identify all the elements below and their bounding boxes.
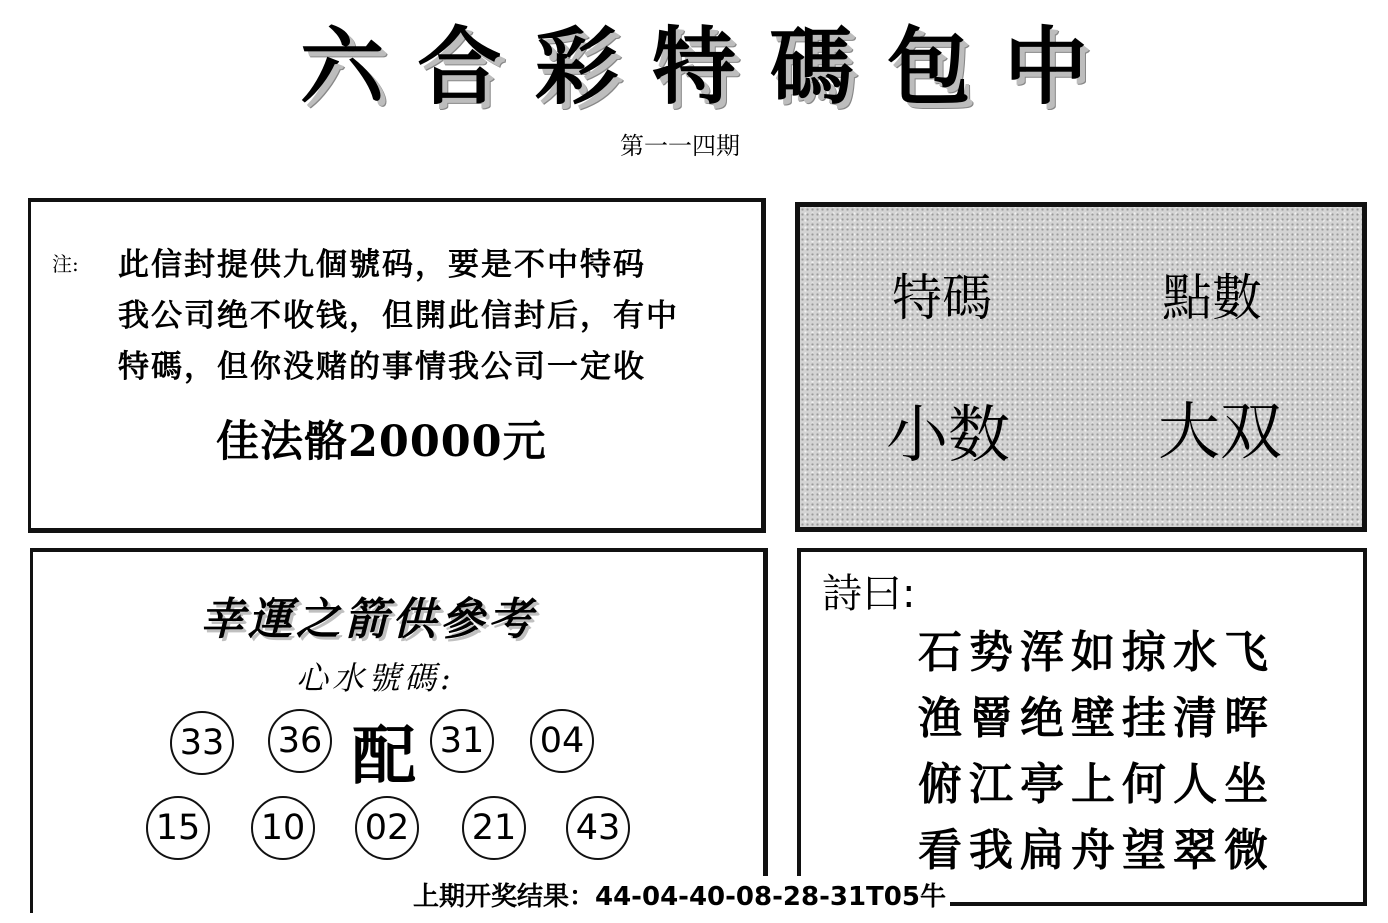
number-ball: 21 — [462, 796, 526, 860]
lucky-subtitle: 心水號碼: — [296, 659, 455, 697]
number-ball: 15 — [146, 796, 210, 860]
notice-text — [118, 240, 679, 393]
points-value-right: 大双 — [1158, 395, 1283, 468]
title-char: 包 — [886, 17, 973, 116]
poem-label: 詩曰: — [822, 571, 916, 617]
number-ball: 02 — [355, 796, 419, 860]
notice-label: 注: — [52, 252, 79, 276]
title-char: 六 — [300, 17, 387, 116]
poem-line: 石势浑如掠水飞 — [918, 627, 1275, 678]
poem-text — [918, 620, 1275, 884]
last-result: 上期开奖结果：44-04-40-08-28-31T05牛 — [409, 876, 950, 913]
notice-prize: 佳法骼20000元 — [216, 417, 547, 467]
lucky-title: 幸運之箭供參考 — [200, 594, 536, 645]
number-ball: 31 — [430, 709, 494, 773]
poem-line: 渔罾绝壁挂清晖 — [918, 693, 1275, 744]
number-ball: 33 — [170, 711, 234, 775]
title-char: 合 — [417, 17, 504, 116]
number-ball: 04 — [530, 709, 594, 773]
title-char: 特 — [651, 17, 738, 116]
points-box — [795, 202, 1367, 532]
points-header-right: 點數 — [1162, 269, 1262, 327]
notice-line: 我公司绝不收钱，但開此信封后，有中 — [118, 298, 679, 334]
poem-line: 俯江亭上何人坐 — [918, 759, 1275, 810]
number-ball: 36 — [268, 709, 332, 773]
title-char: 彩 — [534, 17, 621, 116]
pair-char: 配 — [352, 719, 416, 794]
notice-line: 此信封提供九個號码，要是不中特码 — [118, 247, 646, 283]
title-char: 中 — [1003, 17, 1090, 116]
number-ball: 43 — [566, 796, 630, 860]
title-banner — [300, 8, 1090, 116]
notice-line: 特碼，但你没赌的事情我公司一定收 — [118, 349, 646, 385]
points-header-left: 特碼 — [892, 269, 992, 327]
title-char: 碼 — [769, 17, 856, 116]
points-value-left: 小数 — [886, 398, 1011, 471]
issue-number: 第一一四期 — [620, 132, 740, 160]
poem-line: 看我扁舟望翠微 — [918, 825, 1275, 876]
number-ball: 10 — [251, 796, 315, 860]
